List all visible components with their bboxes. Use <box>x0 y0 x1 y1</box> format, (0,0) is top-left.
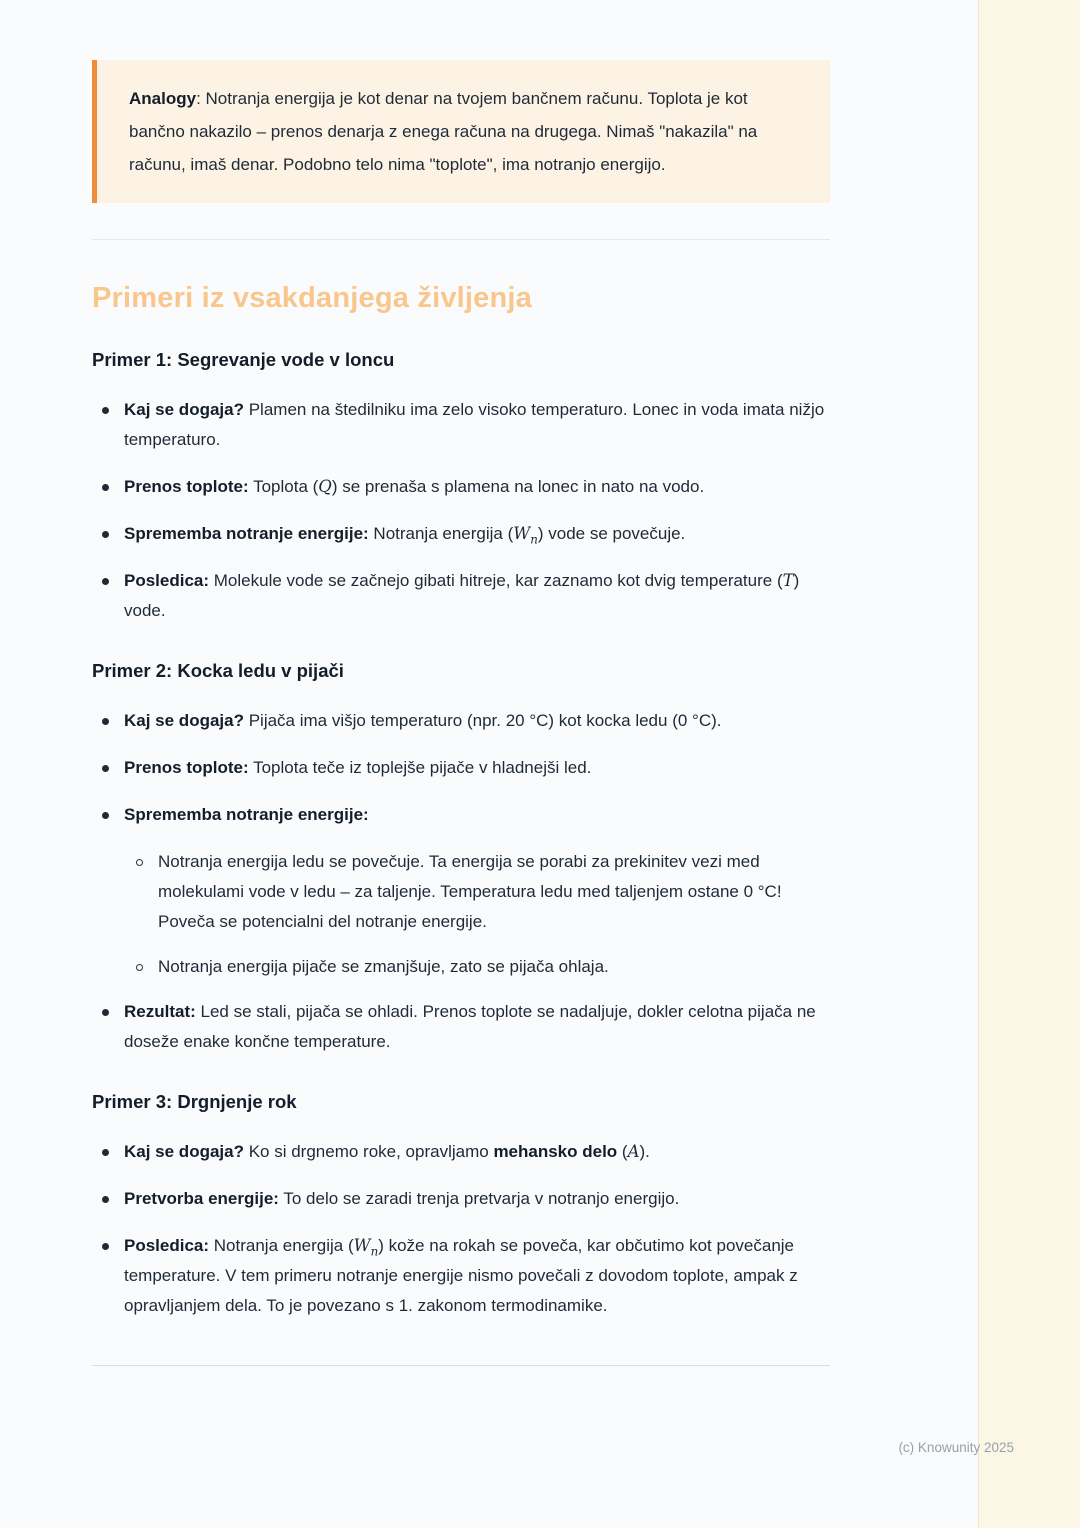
divider-bottom <box>92 1365 830 1366</box>
list-item-text: Rezultat: Led se stali, pijača se ohladi. Prenos toplote se nadaljuje, dokler celotna pijača ne doseže enake končne temperature. <box>124 1002 816 1051</box>
list-item-text: Kaj se dogaja? Ko si drgnemo roke, opravljamo mehansko delo (A). <box>124 1142 650 1161</box>
divider-top <box>92 239 830 240</box>
list-item <box>92 1137 830 1167</box>
list-item-text: Prenos toplote: Toplota teče iz toplejše pijače v hladnejši led. <box>124 758 592 777</box>
document-content <box>92 0 830 1366</box>
list-item <box>126 847 830 937</box>
list-item <box>92 1184 830 1214</box>
page-edge-strip <box>978 0 1080 1528</box>
list-item <box>92 800 830 830</box>
list-item-text: Kaj se dogaja? Plamen na štedilniku ima zelo visoko temperaturo. Lonec in voda imata nižjo temperaturo. <box>124 400 825 449</box>
bullet-icon <box>102 1243 109 1250</box>
list-item <box>92 519 830 549</box>
sub-bullet-icon <box>136 859 143 866</box>
list-item <box>92 1231 830 1321</box>
section-title: Primer 1: Segrevanje vode v loncu <box>92 349 395 370</box>
bullet-icon <box>102 718 109 725</box>
list-item-text: Posledica: Notranja energija $(W_n)$ kože na rokah se poveča, kar občutimo kot povečanje temperature. V tem primeru notranje energije nismo povečali z dovodom toplote, ampak z opravljanjem dela. To je povezano s 1. zakonom termodinamike. <box>124 1236 798 1315</box>
list-item-text: Prenos toplote: Toplota (Q) se prenaša s plamena na lonec in nato na vodo. <box>124 477 705 496</box>
list-item <box>126 952 830 982</box>
bullet-list <box>92 1137 830 1321</box>
bullet-icon <box>102 484 109 491</box>
list-item-text: Notranja energija ledu se povečuje. Ta energija se porabi za prekinitev vezi med molekulami vode v ledu – za taljenje. Temperatura ledu med taljenjem ostane 0 °C! Poveča se potencialni del notranje energije. <box>158 852 782 931</box>
bullet-list <box>92 706 830 1057</box>
list-item <box>92 997 830 1057</box>
list-item <box>92 753 830 783</box>
list-item-text: Kaj se dogaja? Pijača ima višjo temperaturo (npr. 20 °C) kot kocka ledu (0 °C). <box>124 711 722 730</box>
math-symbol: $W_n$ <box>513 524 538 547</box>
bullet-icon <box>102 407 109 414</box>
sections-container <box>92 349 830 1321</box>
bullet-icon <box>102 531 109 538</box>
list-item-text: Pretvorba energije: To delo se zaradi trenja pretvarja v notranjo energijo. <box>124 1189 680 1208</box>
bullet-icon <box>102 1196 109 1203</box>
list-item <box>92 395 830 455</box>
bullet-icon <box>102 812 109 819</box>
bullet-list <box>92 395 830 626</box>
list-item-text: Posledica: Molekule vode se začnejo gibati hitreje, kar zaznamo kot dvig temperature (T) vode. <box>124 571 800 620</box>
math-symbol: T <box>782 571 794 590</box>
callout-text: Analogy: Notranja energija je kot denar na tvojem bančnem računu. Toplota je kot bančno nakazilo – prenos denarja z enega računa na drugega. Nimaš "nakazila" na računu, imaš denar. Podobno telo nima "toplote", ima notranjo energijo. <box>129 89 758 174</box>
list-item-text: Sprememba notranje energije: Notranja energija $(W_n)$ vode se povečuje. <box>124 524 686 547</box>
list-item <box>92 472 830 502</box>
analogy-callout <box>92 60 830 203</box>
bullet-icon <box>102 765 109 772</box>
section-title: Primer 3: Drgnjenje rok <box>92 1091 297 1112</box>
list-item-text: Notranja energija pijače se zmanjšuje, zato se pijača ohlaja. <box>158 957 609 976</box>
bullet-icon <box>102 1009 109 1016</box>
bullet-icon <box>102 578 109 585</box>
sub-bullet-icon <box>136 964 143 971</box>
list-item <box>92 706 830 736</box>
section-title: Primer 2: Kocka ledu v pijači <box>92 660 344 681</box>
math-symbol: Q <box>318 477 332 496</box>
copyright-footer: (c) Knowunity 2025 <box>898 1440 1014 1455</box>
list-item-text: Sprememba notranje energije: <box>124 805 369 824</box>
math-symbol: A <box>627 1142 640 1161</box>
math-symbol: $W_n$ <box>353 1236 379 1259</box>
page-title: Primeri iz vsakdanjega življenja <box>92 282 532 314</box>
list-item <box>92 566 830 626</box>
bullet-icon <box>102 1149 109 1156</box>
